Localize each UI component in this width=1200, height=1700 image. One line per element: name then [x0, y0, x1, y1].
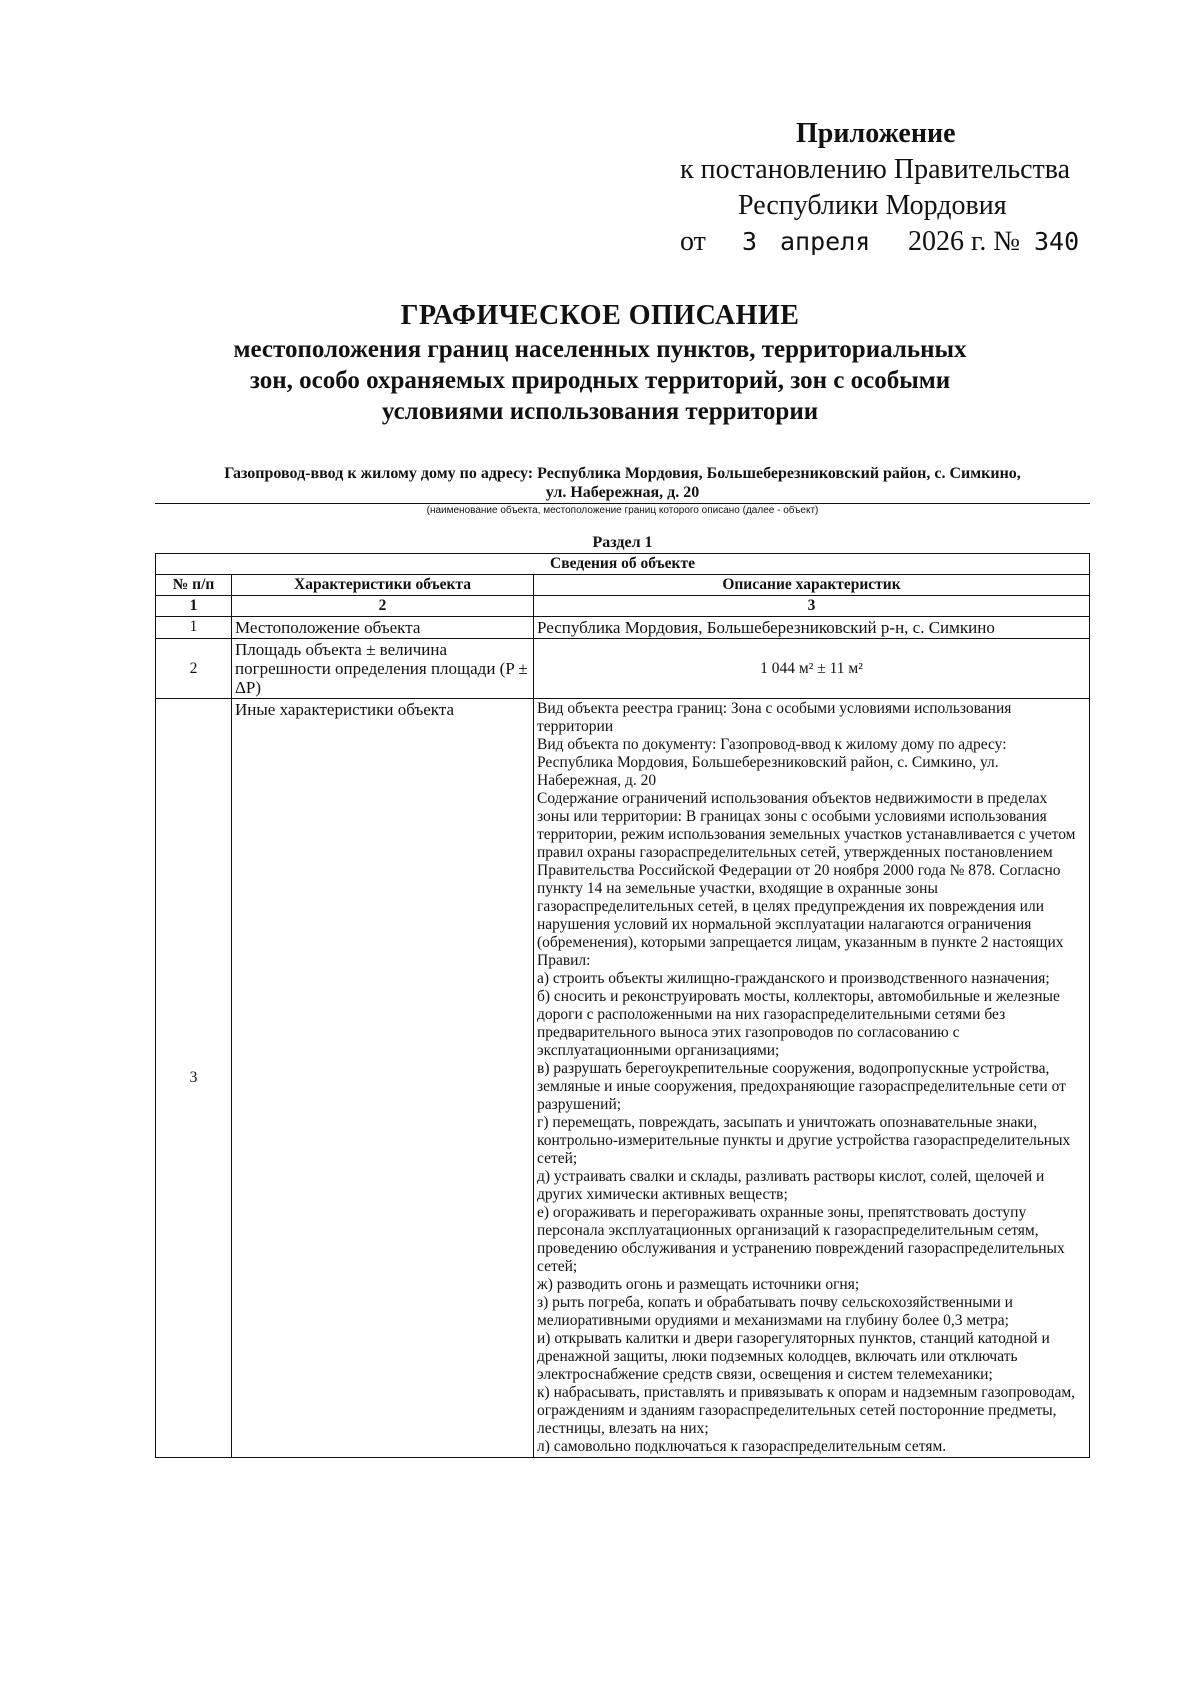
appendix-day: 3	[742, 227, 758, 256]
description-line: ограждениям и зданиям газораспределительных сетей посторонние предметы,	[537, 1402, 1057, 1419]
description-line: персонала эксплуатационных организаций к газораспределительным сетям,	[537, 1222, 1039, 1239]
row-2-num: 2	[156, 639, 232, 699]
column-numbers-row	[156, 596, 1090, 617]
row-3-description	[534, 699, 1090, 1458]
table-row	[156, 639, 1090, 699]
description-line: в) разрушать берегоукрепительные сооружения, водопропускные устройства,	[537, 1060, 1050, 1077]
object-caption: (наименование объекта, местоположение границ которого описано (далее - объект)	[426, 505, 819, 516]
description-line: сетей;	[537, 1150, 578, 1167]
description-line: контрольно-измерительные пункты и другие устройства газораспределительных	[537, 1132, 1071, 1149]
description-line: газораспределительных сетей, в целях предупреждения их повреждения или	[537, 898, 1044, 915]
description-line: Правил:	[537, 952, 591, 969]
object-name-line-1: Газопровод-ввод к жилому дому по адресу: Республика Мордовия, Большеберезниковский район, с. Симкино,	[224, 465, 1021, 482]
description-line: предварительного выноса этих газопроводов по согласованию с	[537, 1024, 960, 1041]
description-line: Содержание ограничений использования объектов недвижимости в пределах	[537, 790, 1048, 807]
column-number-3: 3	[534, 596, 1090, 617]
description-line: б) сносить и реконструировать мосты, коллекторы, автомобильные и железные	[537, 988, 1060, 1005]
row-1-characteristic: Местоположение объекта	[232, 617, 534, 639]
description-line: зоны или территории: В границах зоны с особыми условиями использования	[537, 808, 1047, 825]
document-title-block	[140, 298, 1060, 427]
description-line: проведению обслуживания и устранению повреждений газораспределительных	[537, 1240, 1065, 1257]
object-name	[155, 464, 1090, 502]
row-2-description: 1 044 м² ± 11 м²	[534, 639, 1090, 699]
description-line: территории	[537, 718, 614, 735]
object-info-table	[155, 553, 1090, 1458]
description-line: Набережная, д. 20	[537, 772, 657, 789]
appendix-year: 2026 г. №	[908, 226, 1021, 257]
description-line: электроснабжение средств связи, освещения и систем телемеханики;	[537, 1366, 993, 1383]
description-line: и) открывать калитки и двери газорегуляторных пунктов, станций катодной и	[537, 1330, 1050, 1347]
description-line: Республика Мордовия, Большеберезниковский район, с. Симкино, ул.	[537, 754, 999, 771]
appendix-number: 340	[1034, 227, 1080, 256]
description-line: правил охраны газораспределительных сетей, утвержденных постановлением	[537, 844, 1053, 861]
header-characteristic: Характеристики объекта	[232, 575, 534, 596]
table-title: Сведения об объекте	[156, 554, 1090, 575]
object-underline	[155, 503, 1090, 504]
row-3-num: 3	[156, 699, 232, 1458]
description-line: дренажной защиты, люки подземных колодцев, включать или отключать	[537, 1348, 1018, 1365]
description-line: д) устраивать свалки и склады, разливать растворы кислот, солей, щелочей и	[537, 1168, 1045, 1185]
description-line: Правительства Российской Федерации от 20 ноября 2000 года № 878. Согласно	[537, 862, 1061, 879]
header-num: № п/п	[156, 575, 232, 596]
description-line: других химически активных веществ;	[537, 1186, 788, 1203]
table-title-row	[156, 554, 1090, 575]
row-2-characteristic: Площадь объекта ± величина погрешности определения площади (P ± ΔP)	[232, 639, 534, 699]
appendix-line-1: к постановлению Правительства	[680, 154, 1071, 185]
document-subtitle-2: зон, особо охраняемых природных территорий, зон с особыми	[249, 367, 951, 394]
appendix-title: Приложение	[796, 118, 956, 149]
description-line: г) перемещать, повреждать, засыпать и уничтожать опознавательные знаки,	[537, 1114, 1038, 1131]
row-1-num: 1	[156, 617, 232, 639]
description-line: Вид объекта реестра границ: Зона с особыми условиями использования	[537, 700, 1012, 717]
description-line: ж) разводить огонь и размещать источники огня;	[537, 1276, 860, 1293]
column-number-1: 1	[156, 596, 232, 617]
table-row	[156, 699, 1090, 1458]
object-name-line-2: ул. Набережная, д. 20	[545, 484, 700, 501]
description-line: лестницы, влезать на них;	[537, 1420, 709, 1437]
description-line: нарушения условий их нормальной эксплуатации налагаются ограничения	[537, 916, 1032, 933]
description-line: эксплуатационными организациями;	[537, 1042, 780, 1059]
row-3-characteristic: Иные характеристики объекта	[232, 699, 534, 1458]
description-line: земляные и иные сооружения, предохраняющие газораспределительные сети от	[537, 1078, 1066, 1095]
description-line: пункту 14 на земельные участки, входящие в охранные зоны	[537, 880, 938, 897]
description-line: з) рыть погреба, копать и обрабатывать почву сельскохозяйственными и	[537, 1294, 1013, 1311]
description-line: дороги с расположенными на них газораспределительными сетями без	[537, 1006, 1006, 1023]
appendix-ot: от	[680, 226, 706, 257]
description-line: Вид объекта по документу: Газопровод-ввод к жилому дому по адресу:	[537, 736, 1007, 753]
description-line: территории, режим использования земельных участков устанавливается с учетом	[537, 826, 1076, 843]
description-line: мелиоративными орудиями и механизмами на глубину более 0,3 метра;	[537, 1312, 1009, 1329]
description-line: к) набрасывать, приставлять и привязывать к опорам и надземным газопроводам,	[537, 1384, 1076, 1401]
table-row	[156, 617, 1090, 639]
description-line: сетей;	[537, 1258, 578, 1275]
description-line: а) строить объекты жилищно-гражданского и производственного назначения;	[537, 970, 1050, 987]
row-1-description: Республика Мордовия, Большеберезниковский р-н, с. Симкино	[534, 617, 1090, 639]
header-description: Описание характеристик	[534, 575, 1090, 596]
column-number-2: 2	[232, 596, 534, 617]
appendix-month: апреля	[780, 227, 871, 256]
document-title: ГРАФИЧЕСКОЕ ОПИСАНИЕ	[400, 300, 800, 331]
description-line: (обременения), которыми запрещается лицам, указанным в пункте 2 настоящих	[537, 934, 1064, 951]
table-header-row	[156, 575, 1090, 596]
description-line: л) самовольно подключаться к газораспределительным сетям.	[537, 1438, 947, 1455]
description-line: разрушений;	[537, 1096, 622, 1113]
section-title: Раздел 1	[592, 534, 653, 551]
appendix-line-2: Республики Мордовия	[738, 190, 1007, 221]
document-subtitle-1: местоположения границ населенных пунктов, территориальных	[233, 336, 967, 363]
description-line: е) огораживать и перегораживать охранные зоны, препятствовать доступу	[537, 1204, 1027, 1221]
row-3-description-lines	[537, 700, 1086, 1456]
document-subtitle-3: условиями использования территории	[381, 398, 819, 425]
